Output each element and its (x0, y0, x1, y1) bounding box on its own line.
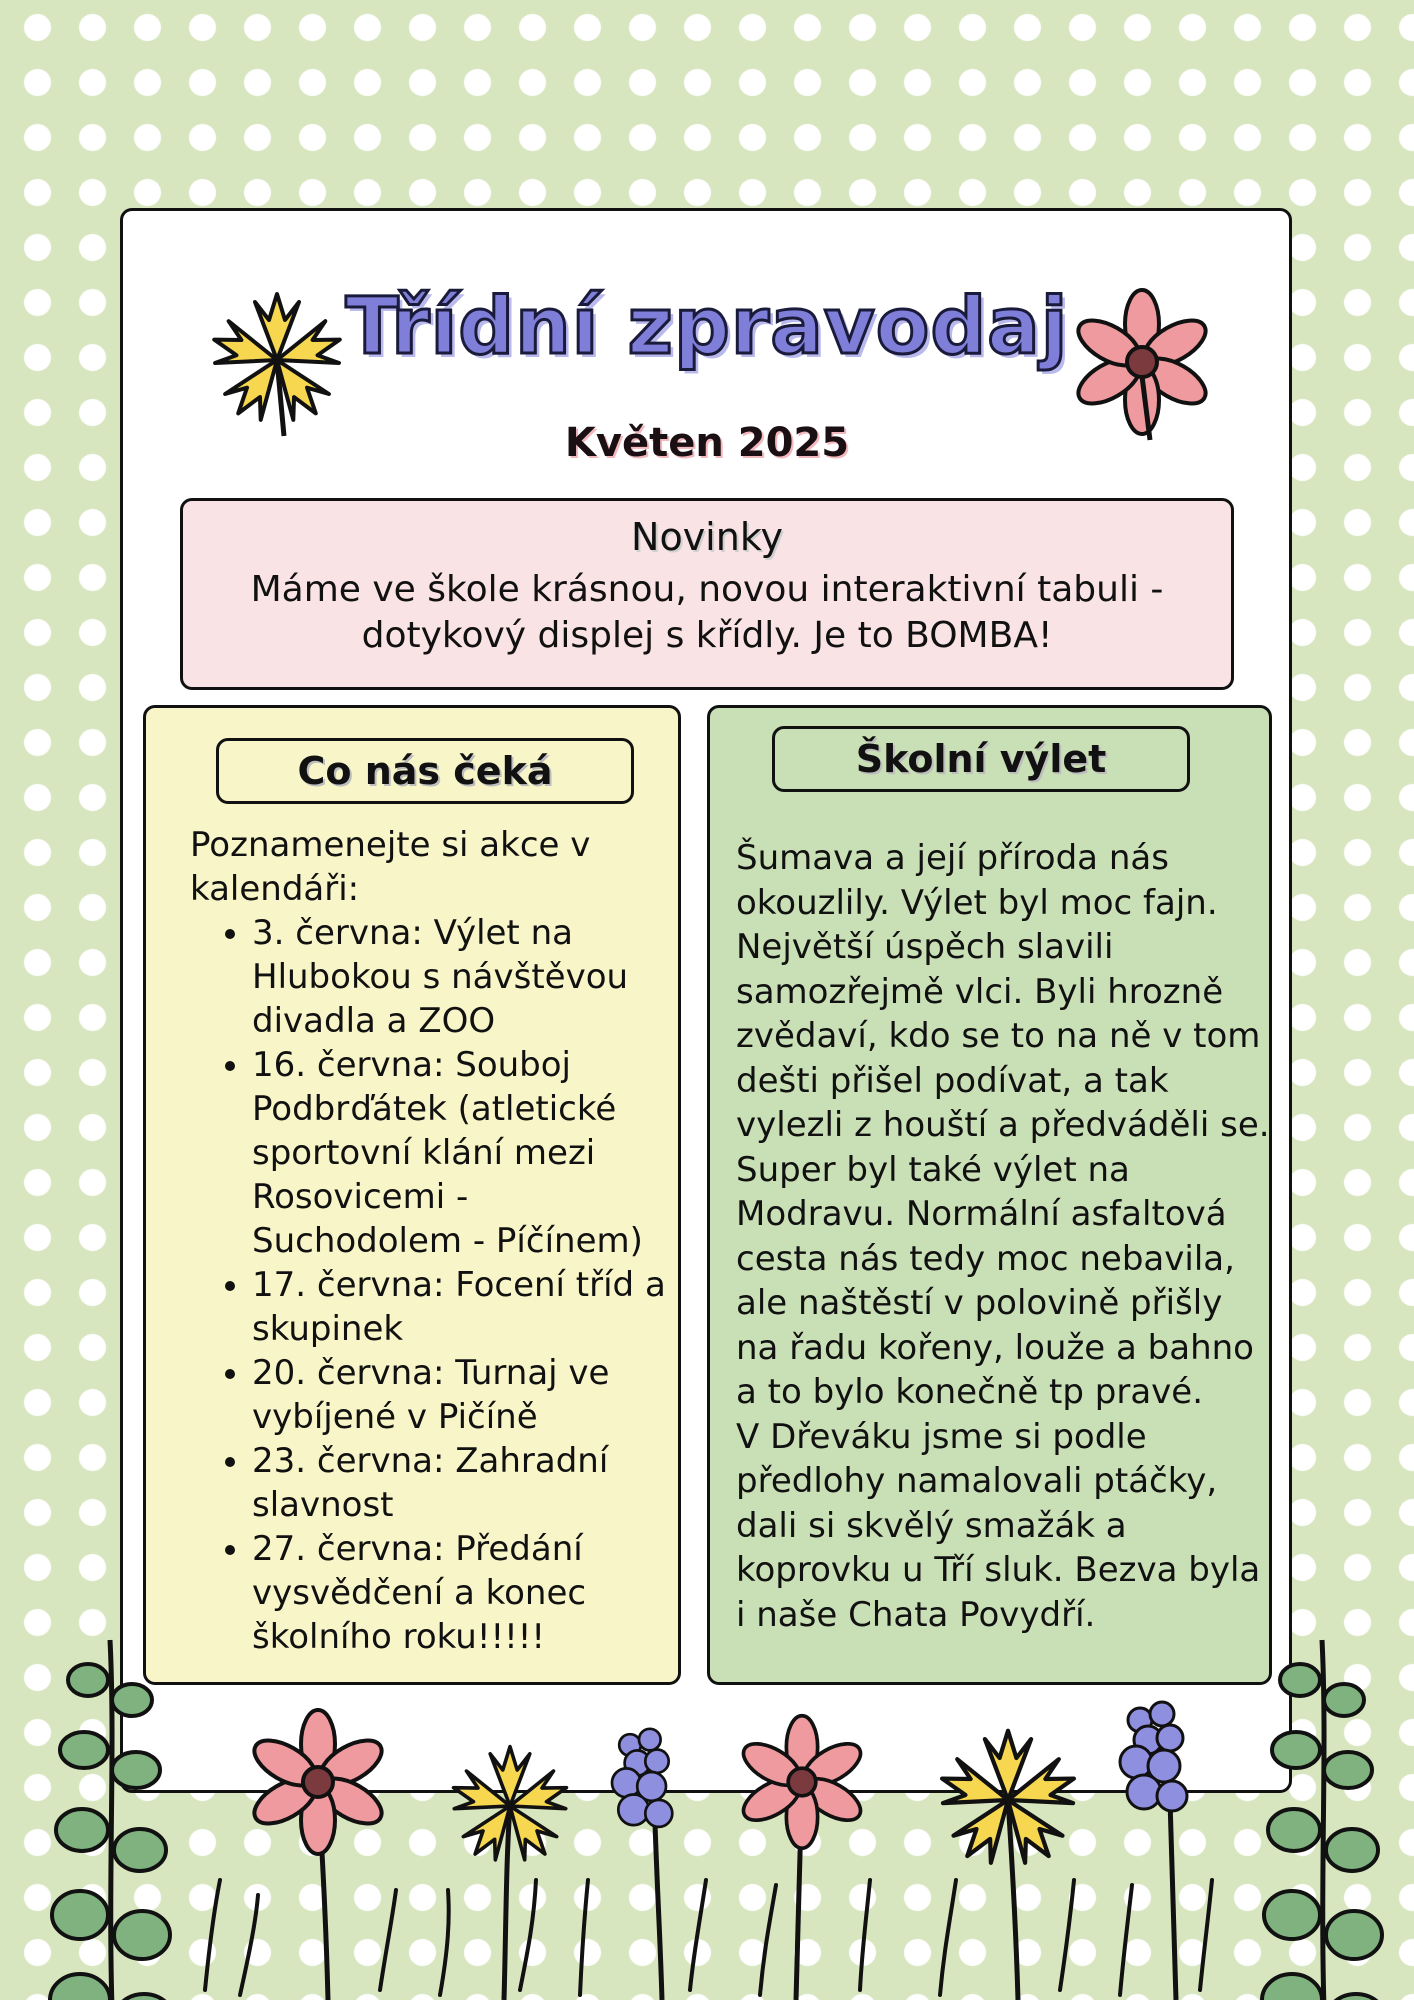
flower-icon (1071, 290, 1213, 440)
event-item: • 3. června: Výlet na Hlubokou s návštěvou divadla a ZOO (252, 911, 670, 1043)
event-item: • 20. června: Turnaj ve vybíjené v Pičíně (252, 1351, 670, 1439)
news-text: Máme ve škole krásnou, novou interaktivní tabuli - dotykový displej s křídly. Je to BOMBA! (250, 569, 1164, 656)
flower-icon (207, 294, 346, 436)
trip-paragraph: Šumava a její příroda nás okouzlily. Výlet byl moc fajn. Největší úspěch slavili samozřejmě vlci. Byli hrozně zvědaví, kdo se to na ně v tom dešti přišel podívat, a tak vylezli z houští a předváděli se. Super byl také výlet na Modravu. Normální asfaltová cesta nás tedy moc nebavila, ale naštěstí v polovině přišly na řadu kořeny, louže a bahno a to bylo konečně tp pravé. (736, 838, 1270, 1412)
flower-icon (1120, 1702, 1187, 2000)
event-item: • 17. června: Focení tříd a skupinek (252, 1263, 670, 1351)
leaf-stem-icon (1262, 1640, 1386, 2000)
page-title: Třídní zpravodaj (345, 282, 1069, 372)
event-item: • 27. června: Předání vysvědčení a konec školního roku!!!!! (252, 1527, 670, 1659)
event-item: • 16. června: Souboj Podbrďátek (atletické sportovní klání mezi Rosovicemi - Suchodolem - Píčínem) (252, 1043, 670, 1263)
issue-month: Květen 2025 (564, 420, 850, 466)
events-intro: Poznamenejte si akce v kalendáři: (190, 825, 591, 909)
trip-paragraph: V Dřeváku jsme si podle předlohy namalovali ptáčky, dali si skvělý smažák a koprovku u Tří sluk. Bezva byla i naše Chata Povydří. (736, 1416, 1261, 1635)
leaf-stem-icon (50, 1640, 174, 2000)
news-heading: Novinky (631, 515, 783, 559)
flower-icon (447, 1747, 572, 2000)
events-heading: Co nás čeká (216, 738, 634, 804)
flower-icon (612, 1729, 672, 2000)
event-item: • 23. června: Zahradní slavnost (252, 1439, 670, 1527)
flower-icon (935, 1731, 1081, 2000)
flower-icon (247, 1710, 389, 2000)
grass-icon (205, 1880, 1212, 1995)
trip-heading: Školní výlet (772, 726, 1190, 792)
flower-icon (737, 1716, 867, 2000)
